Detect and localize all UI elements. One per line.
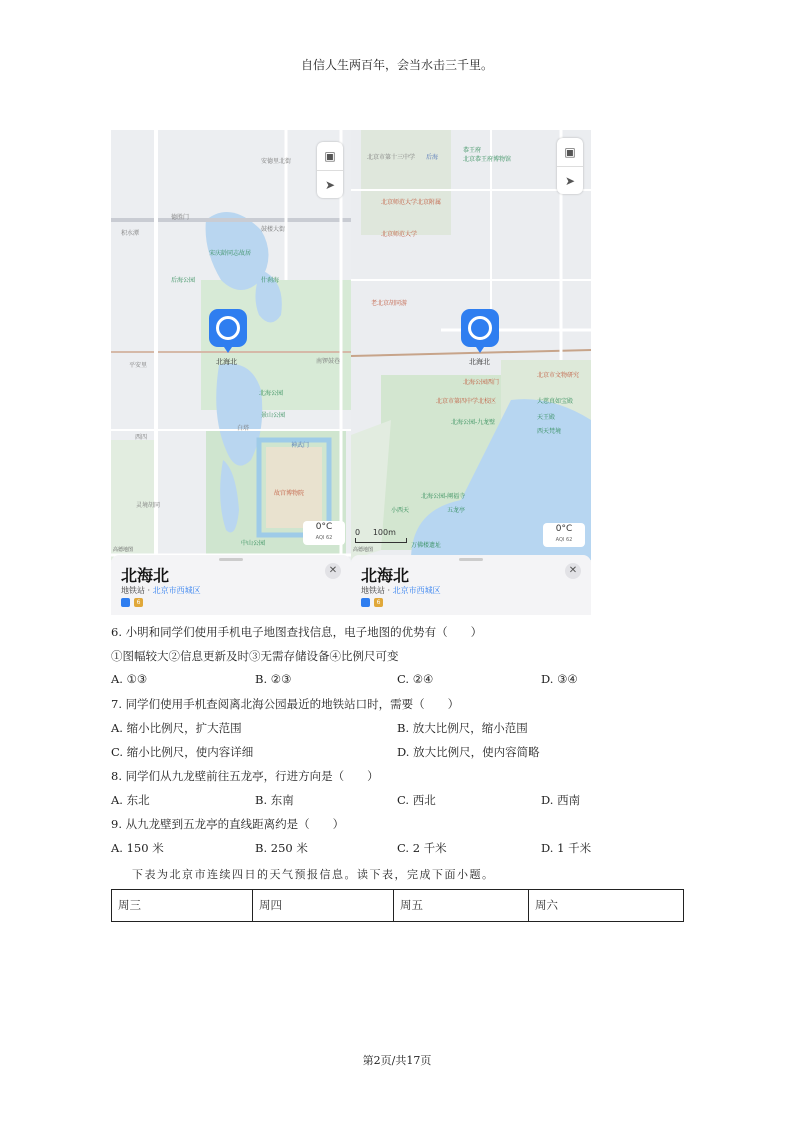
map-label: 万佛楼遗址 — [411, 542, 442, 549]
map-label: 北京师范大学 — [381, 231, 418, 238]
line-badge: 6 — [134, 598, 143, 607]
map-label: 西四 — [135, 434, 148, 441]
weather-widget — [303, 521, 345, 545]
option: C. 缩小比例尺，使内容详细 — [111, 745, 254, 759]
option: A. 缩小比例尺，扩大范围 — [111, 721, 242, 735]
map-label: 恭王府 — [463, 147, 482, 154]
map-label: 小西天 — [391, 507, 410, 514]
map-credit: 高德地图 — [113, 547, 134, 553]
option: D. 1 千米 — [541, 841, 592, 855]
map-label: 白塔 — [237, 425, 250, 432]
station-title: 北海北 — [121, 566, 170, 585]
table-cell: 周四 — [253, 890, 394, 922]
map-right — [351, 130, 591, 615]
map-label: 北海公园-阐福寺 — [421, 493, 466, 500]
question-8-stem: 8. 同学们从九龙壁前往五龙亭，行进方向是（ ） — [111, 769, 379, 783]
option: B. ②③ — [255, 672, 292, 686]
station-subtitle — [121, 585, 201, 596]
subway-icon — [216, 316, 240, 340]
option: B. 放大比例尺，缩小范围 — [397, 721, 528, 735]
map-label: 五龙亭 — [447, 507, 466, 514]
separator: · — [145, 586, 153, 595]
line-badge: 6 — [374, 598, 383, 607]
weather-temp: 0°C — [315, 522, 333, 532]
map-label: 天王殿 — [537, 414, 556, 421]
weather-intro: 下表为北京市连续四日的天气预报信息。读下表，完成下面小题。 — [132, 868, 495, 881]
station-type: 地铁站 — [121, 586, 145, 595]
line-badges — [361, 598, 383, 607]
map-label: 大慈真如宝殿 — [537, 398, 574, 405]
map-label: 积水潭 — [121, 230, 140, 237]
option: D. ③④ — [541, 672, 578, 686]
map-label: 鼓楼大街 — [261, 226, 286, 233]
option: D. 西南 — [541, 793, 581, 807]
option: A. ①③ — [111, 672, 148, 686]
map-label: 北京恭王府博物馆 — [463, 156, 512, 163]
station-label: 北海北 — [216, 358, 237, 366]
option: D. 放大比例尺，使内容简略 — [397, 745, 540, 759]
station-subtitle — [361, 585, 441, 596]
transit-icon[interactable]: ▣ — [564, 145, 576, 159]
map-left — [111, 130, 351, 615]
map-label: 西天梵境 — [537, 428, 562, 435]
map-label: 什刹海 — [261, 277, 280, 284]
map-scale — [355, 528, 407, 543]
option: C. ②④ — [397, 672, 434, 686]
subway-station-pin[interactable] — [209, 309, 247, 347]
map-label: 北海公园 — [259, 390, 284, 397]
subway-icon — [468, 316, 492, 340]
map-label: 宋庆龄同志故居 — [209, 250, 252, 257]
transit-icon[interactable]: ▣ — [324, 149, 336, 163]
option: C. 2 千米 — [397, 841, 447, 855]
map-label: 故宫博物院 — [274, 490, 305, 497]
station-label: 北海北 — [469, 358, 490, 366]
station-location[interactable]: 北京市西城区 — [392, 586, 441, 595]
station-title: 北海北 — [361, 566, 410, 585]
map-label: 后海 — [426, 154, 439, 161]
line-badges — [121, 598, 143, 607]
map-label: 安德里北街 — [261, 158, 292, 165]
drag-handle[interactable] — [219, 558, 243, 561]
question-6-stem: 6. 小明和同学们使用手机电子地图查找信息，电子地图的优势有（ ） — [111, 625, 483, 639]
map-label: 北京市文物研究 — [537, 372, 580, 379]
option: C. 西北 — [397, 793, 436, 807]
map-label: 北京市第十三中学 — [367, 154, 416, 161]
map-label: 老北京胡同游 — [371, 300, 408, 307]
option: A. 东北 — [111, 793, 150, 807]
table-row — [112, 890, 684, 922]
map-label: 神武门 — [291, 442, 310, 449]
station-card — [111, 555, 351, 615]
question-9-stem: 9. 从九龙壁到五龙亭的直线距离约是（ ） — [111, 817, 345, 831]
page-motto: 自信人生两百年，会当水击三千里。 — [300, 58, 493, 72]
scale-zero: 0 — [355, 528, 361, 537]
page-number: 第2页/共17页 — [362, 1054, 432, 1067]
map-label: 景山公园 — [261, 412, 286, 419]
locate-icon[interactable]: ➤ — [557, 166, 583, 195]
drag-handle[interactable] — [459, 558, 483, 561]
table-cell: 周三 — [112, 890, 253, 922]
subway-icon — [361, 598, 370, 607]
station-location[interactable]: 北京市西城区 — [152, 586, 201, 595]
map-label: 北京师范大学北京附属 — [381, 199, 442, 206]
scale-label: 100m — [372, 528, 396, 537]
map-label: 平安里 — [129, 362, 148, 369]
station-card — [351, 555, 591, 615]
close-icon[interactable]: ✕ — [325, 563, 341, 579]
table-cell: 周六 — [529, 890, 684, 922]
weather-temp: 0°C — [555, 524, 573, 534]
separator: · — [385, 586, 393, 595]
weather-aqi: AQI 62 — [315, 535, 333, 541]
option: A. 150 米 — [111, 841, 164, 855]
map-label: 北京市第四中学北校区 — [436, 398, 497, 405]
close-icon[interactable]: ✕ — [565, 563, 581, 579]
locate-icon[interactable]: ➤ — [317, 170, 343, 199]
scale-bar — [355, 538, 407, 543]
map-label: 北海公园-九龙壁 — [451, 419, 496, 426]
option: B. 东南 — [255, 793, 294, 807]
map-label: 德胜门 — [171, 214, 190, 221]
map-label: 北海公园西门 — [463, 379, 500, 386]
map-controls — [557, 138, 583, 194]
map-label: 中山公园 — [241, 540, 266, 547]
weather-table — [111, 889, 684, 922]
map-controls — [317, 142, 343, 198]
question-6-statements: ①图幅较大②信息更新及时③无需存储设备④比例尺可变 — [111, 649, 399, 663]
map-label: 灵境胡同 — [136, 502, 161, 509]
table-cell: 周五 — [394, 890, 529, 922]
subway-station-pin[interactable] — [461, 309, 499, 347]
map-label: 后海公园 — [171, 277, 196, 284]
weather-widget — [543, 523, 585, 547]
weather-aqi: AQI 62 — [555, 537, 573, 543]
map-credit: 高德地图 — [353, 547, 374, 553]
station-type: 地铁站 — [361, 586, 385, 595]
map-label: 南锣鼓巷 — [316, 358, 341, 365]
option: B. 250 米 — [255, 841, 308, 855]
question-7-stem: 7. 同学们使用手机查阅离北海公园最近的地铁站口时，需要（ ） — [111, 697, 460, 711]
subway-icon — [121, 598, 130, 607]
